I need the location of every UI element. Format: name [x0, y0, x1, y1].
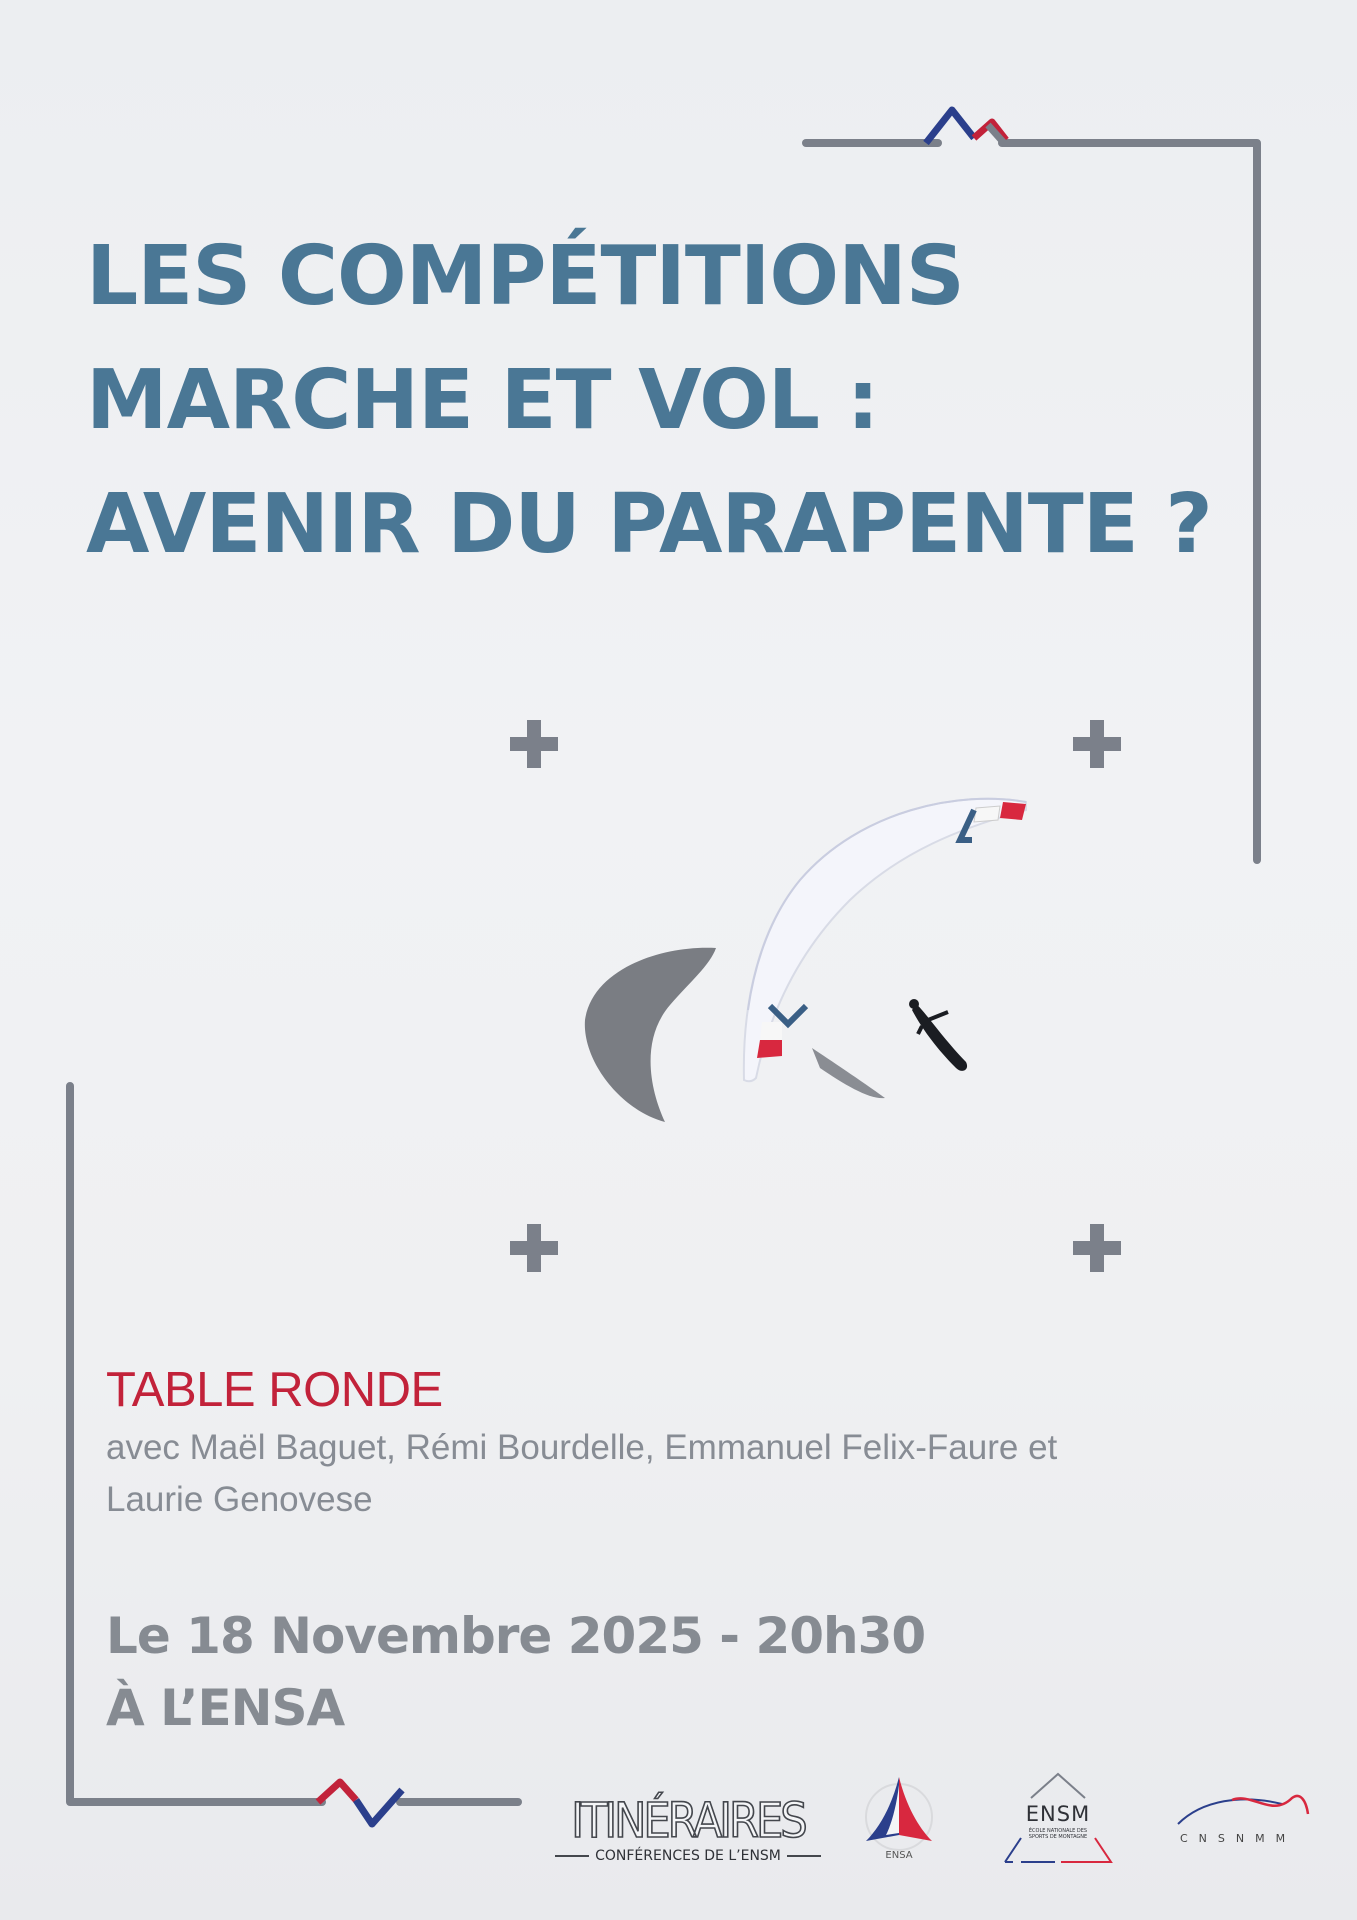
- ensm-name: ENSM: [1025, 1802, 1091, 1826]
- title-line-2: MARCHE ET VOL :: [86, 353, 879, 448]
- title-line-1: LES COMPÉTITIONS: [86, 229, 964, 324]
- event-date: Le 18 Novembre 2025 - 20h30: [106, 1607, 926, 1665]
- ensa-name: ENSA: [885, 1850, 913, 1861]
- plus-icon: [508, 1222, 560, 1274]
- logo-itineraires: [555, 1793, 821, 1864]
- logo-cnsnmm: [1172, 1790, 1312, 1850]
- title-line-3: AVENIR DU PARAPENTE ?: [86, 477, 1212, 572]
- logo-ensa: [858, 1775, 940, 1865]
- plus-icon: [1071, 1222, 1123, 1274]
- itineraires-subtitle: CONFÉRENCES DE L’ENSM: [595, 1848, 781, 1864]
- ensa-emblem-icon: [858, 1775, 940, 1851]
- plus-icon: [1071, 718, 1123, 770]
- cnsnmm-swoosh-icon: [1172, 1790, 1312, 1826]
- ensm-subtitle: ÉCOLE NATIONALE DES SPORTS DE MONTAGNE: [1028, 1828, 1088, 1840]
- mountain-peak-icon: [926, 110, 1006, 143]
- itineraires-name: ITINÉRAIRES: [571, 1793, 805, 1849]
- cnsnmm-name: CNSNMM: [1180, 1832, 1297, 1845]
- event-datetime-block: [106, 1600, 925, 1744]
- mountain-peak-icon: [318, 1782, 402, 1824]
- event-type: TABLE RONDE: [106, 1363, 443, 1417]
- logo-ensm: [1001, 1772, 1115, 1866]
- plus-icon: [508, 718, 560, 770]
- event-title: [86, 215, 1212, 587]
- paraglider-image: [560, 770, 1060, 1150]
- event-venue: À L’ENSA: [106, 1679, 345, 1737]
- guest-list: avec Maël Baguet, Rémi Bourdelle, Emmanuel Felix-Faure et Laurie Genovese: [106, 1428, 1058, 1519]
